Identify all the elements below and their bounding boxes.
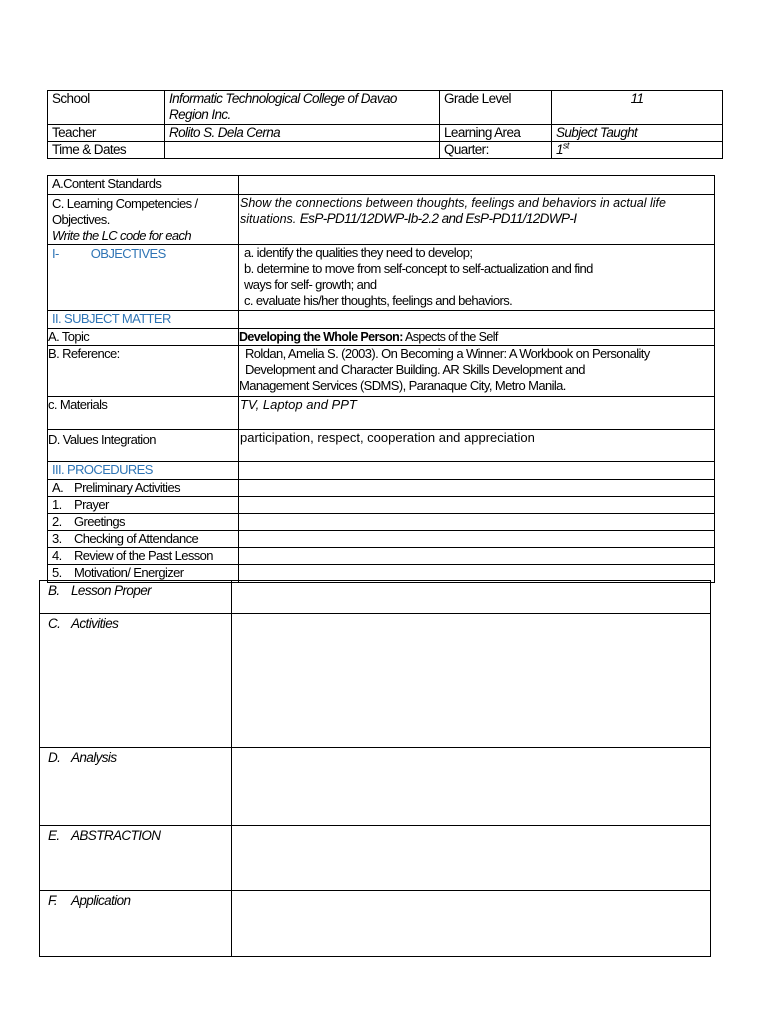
teacher-label: Teacher bbox=[48, 125, 165, 142]
lesson-proper-value bbox=[232, 581, 711, 614]
lesson-row-label: Lesson Proper bbox=[71, 583, 152, 598]
procedure-label: Preliminary Activities bbox=[74, 480, 180, 495]
lesson-row-number: E. bbox=[48, 828, 60, 843]
abstraction-value bbox=[232, 826, 711, 891]
objectives-label bbox=[48, 245, 239, 311]
procedure-label: Motivation/ Energizer bbox=[74, 565, 184, 580]
analysis-value bbox=[232, 748, 711, 826]
values-integration-value: participation, respect, cooperation and appreciation bbox=[239, 430, 715, 462]
school-value: Informatic Technological College of Davao Region Inc. bbox=[165, 91, 440, 125]
procedure-label: Review of the Past Lesson bbox=[74, 548, 213, 563]
procedure-number: 2. bbox=[52, 514, 62, 529]
competencies-lc-note: Write the LC code for each bbox=[52, 228, 192, 243]
competencies-code: EsP-PD11/12DWP-Ib-2.2 and EsP-PD11/12DWP-I bbox=[299, 211, 577, 226]
procedure-review-value bbox=[239, 548, 715, 565]
procedure-review bbox=[48, 548, 239, 565]
application-value bbox=[232, 891, 711, 957]
subject-matter-value bbox=[239, 311, 715, 329]
lesson-row-label: Analysis bbox=[71, 750, 117, 765]
subject-matter-label: II. SUBJECT MATTER bbox=[48, 311, 239, 329]
procedure-label: Greetings bbox=[74, 514, 125, 529]
procedure-number: 4. bbox=[52, 548, 62, 563]
lesson-proper-label bbox=[40, 581, 232, 614]
materials-value: TV, Laptop and PPT bbox=[239, 397, 715, 430]
competencies-label-text: C. Learning Competencies / Objectives. bbox=[52, 196, 198, 227]
procedure-prayer bbox=[48, 497, 239, 514]
reference-line2: Development and Character Building. AR Skills Development and bbox=[245, 362, 585, 377]
time-dates-label: Time & Dates bbox=[48, 142, 165, 159]
lesson-row-number: B. bbox=[48, 583, 60, 598]
objective-a: a. identify the qualities they need to develop; bbox=[244, 245, 473, 260]
procedure-attendance-value bbox=[239, 531, 715, 548]
procedure-number: 1. bbox=[52, 497, 62, 512]
abstraction-label bbox=[40, 826, 232, 891]
objectives-number: I- bbox=[52, 246, 59, 261]
time-dates-value bbox=[165, 142, 440, 159]
procedure-label: Checking of Attendance bbox=[74, 531, 199, 546]
values-integration-label: D. Values Integration bbox=[48, 430, 239, 462]
activities-label bbox=[40, 614, 232, 748]
main-table bbox=[47, 175, 715, 583]
school-label: School bbox=[48, 91, 165, 125]
reference-value bbox=[239, 346, 715, 397]
procedure-attendance bbox=[48, 531, 239, 548]
learning-area-value: Subject Taught bbox=[552, 125, 723, 142]
procedure-prayer-value bbox=[239, 497, 715, 514]
teacher-value: Rolito S. Dela Cerna bbox=[165, 125, 440, 142]
procedure-preliminary-value bbox=[239, 480, 715, 497]
content-standards-value bbox=[239, 176, 715, 195]
procedure-number: 5. bbox=[52, 565, 62, 580]
quarter-value bbox=[552, 142, 723, 159]
procedure-number: A. bbox=[52, 480, 64, 495]
application-label bbox=[40, 891, 232, 957]
objective-c: c. evaluate his/her thoughts, feelings and behaviors. bbox=[244, 293, 513, 308]
procedures-label: III. PROCEDURES bbox=[48, 462, 239, 480]
lesson-row-label: Activities bbox=[71, 616, 119, 631]
learning-area-label: Learning Area bbox=[440, 125, 552, 142]
procedures-value bbox=[239, 462, 715, 480]
lesson-row-label: Application bbox=[71, 893, 131, 908]
objectives-title: OBJECTIVES bbox=[90, 246, 166, 261]
reference-line3: Management Services (SDMS), Paranaque City, Metro Manila. bbox=[239, 378, 566, 393]
topic-value bbox=[239, 329, 715, 346]
quarter-suffix: st bbox=[562, 141, 569, 151]
quarter-number: 1 bbox=[556, 142, 563, 157]
topic-bold: Developing the Whole Person: bbox=[239, 330, 403, 344]
lesson-row-number: D. bbox=[48, 750, 61, 765]
topic-rest: Aspects of the Self bbox=[404, 330, 498, 344]
activities-value bbox=[232, 614, 711, 748]
topic-label: A. Topic bbox=[48, 329, 239, 346]
lesson-row-label: ABSTRACTION bbox=[71, 828, 161, 843]
procedure-preliminary bbox=[48, 480, 239, 497]
materials-label: c. Materials bbox=[48, 397, 239, 430]
header-table bbox=[47, 90, 723, 159]
objective-b-line1: b. determine to move from self-concept to self-actualization and find bbox=[244, 261, 593, 276]
lesson-row-number: C. bbox=[48, 616, 61, 631]
content-standards-label: A.Content Standards bbox=[48, 176, 239, 195]
competencies-label bbox=[48, 195, 239, 245]
competencies-text: Show the connections between thoughts, feelings and behaviors in actual life situations. bbox=[240, 196, 666, 226]
procedure-number: 3. bbox=[52, 531, 62, 546]
grade-level-label: Grade Level bbox=[440, 91, 552, 125]
reference-label: B. Reference: bbox=[48, 346, 239, 397]
quarter-label: Quarter: bbox=[440, 142, 552, 159]
procedure-label: Prayer bbox=[74, 497, 109, 512]
procedure-greetings bbox=[48, 514, 239, 531]
reference-line1: Roldan, Amelia S. (2003). On Becoming a Winner: A Workbook on Personality bbox=[245, 346, 650, 361]
analysis-label bbox=[40, 748, 232, 826]
objective-b-line2: ways for self- growth; and bbox=[244, 277, 377, 292]
competencies-value bbox=[239, 195, 715, 245]
grade-level-value: 11 bbox=[552, 91, 723, 125]
lesson-table bbox=[39, 580, 711, 957]
procedure-greetings-value bbox=[239, 514, 715, 531]
lesson-row-number: F. bbox=[48, 893, 58, 908]
objectives-list bbox=[239, 245, 715, 311]
